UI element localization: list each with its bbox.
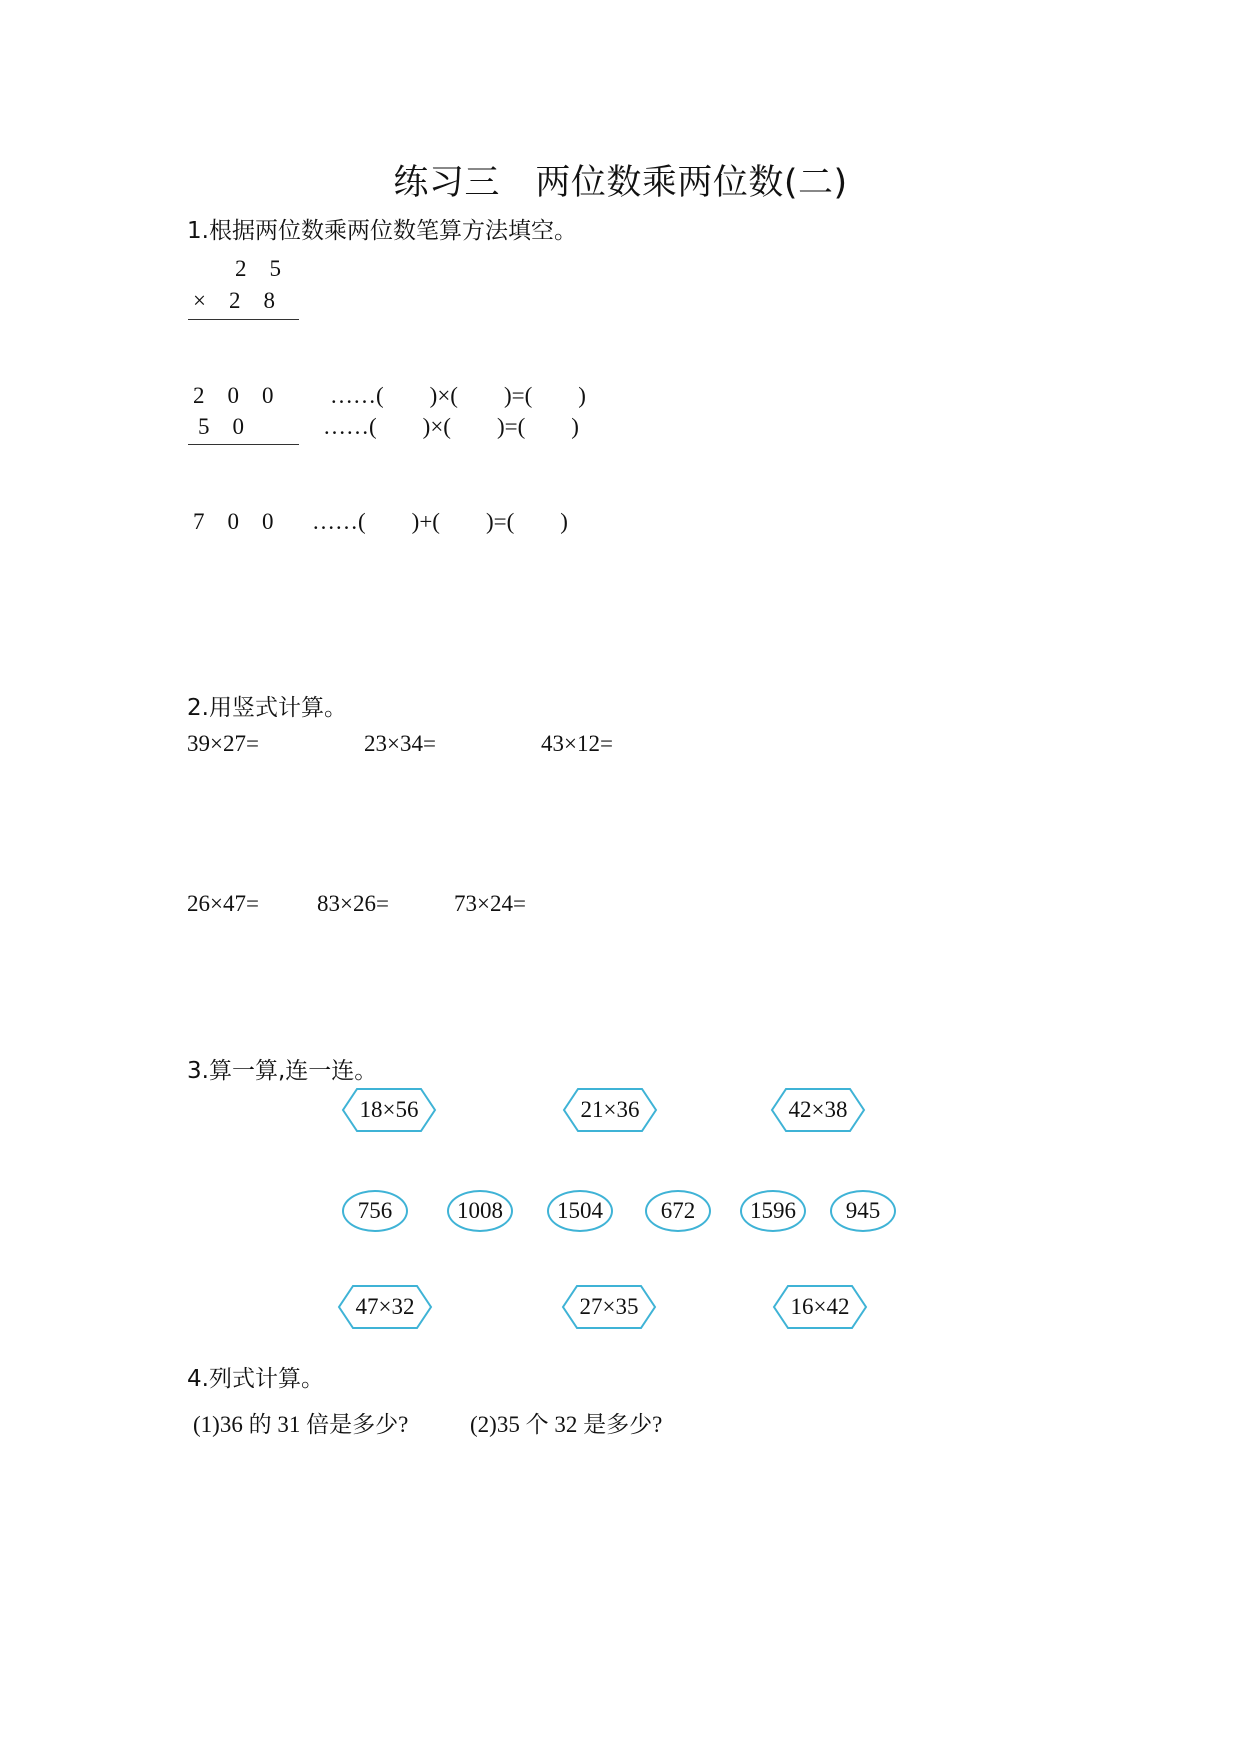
product-sum: 7 0 0 <box>193 509 274 534</box>
expression-text: 47×32 <box>355 1294 415 1319</box>
word-problem: (2)35 个 32 是多少? <box>470 1412 663 1437</box>
question-3-label: 3.算一算,连一连。 <box>187 1058 378 1084</box>
answer-oval <box>645 1190 711 1232</box>
calc-item: 83×26= <box>317 891 389 916</box>
expression-text: 21×36 <box>580 1097 640 1122</box>
answer-text: 1008 <box>457 1198 503 1223</box>
answer-text: 1596 <box>750 1198 796 1223</box>
answer-oval <box>547 1190 613 1232</box>
expression-hexagon <box>337 1284 433 1330</box>
answer-text: 1504 <box>557 1198 603 1223</box>
multiplier: × 2 8 <box>193 288 275 313</box>
calc-rule-2 <box>188 444 299 445</box>
answer-text: 672 <box>660 1198 696 1223</box>
question-1-label: 1.根据两位数乘两位数笔算方法填空。 <box>187 218 577 244</box>
expression-hexagon <box>772 1284 868 1330</box>
page-title: 练习三 两位数乘两位数(二) <box>393 163 848 203</box>
partial-product-2: 5 0 <box>198 414 244 439</box>
answer-oval <box>830 1190 896 1232</box>
calc-item: 23×34= <box>364 731 436 756</box>
calc-item: 43×12= <box>541 731 613 756</box>
partial-product-1: 2 0 0 <box>193 383 274 408</box>
calc-rule-1 <box>188 319 299 320</box>
expression-hexagon <box>562 1087 658 1133</box>
partial-product-2-blanks: ……( )×( )=( ) <box>323 414 579 439</box>
expression-text: 16×42 <box>790 1294 850 1319</box>
product-sum-blanks: ……( )+( )=( ) <box>312 509 568 534</box>
multiplicand: 2 5 <box>235 256 281 281</box>
expression-text: 27×35 <box>579 1294 639 1319</box>
answer-oval <box>447 1190 513 1232</box>
answer-text: 945 <box>845 1198 881 1223</box>
answer-oval <box>740 1190 806 1232</box>
expression-hexagon <box>341 1087 437 1133</box>
question-2-label: 2.用竖式计算。 <box>187 695 347 721</box>
question-4-label: 4.列式计算。 <box>187 1366 324 1392</box>
answer-oval <box>342 1190 408 1232</box>
word-problem: (1)36 的 31 倍是多少? <box>193 1412 409 1437</box>
partial-product-1-blanks: ……( )×( )=( ) <box>330 383 586 408</box>
calc-item: 26×47= <box>187 891 259 916</box>
calc-item: 39×27= <box>187 731 259 756</box>
expression-hexagon <box>770 1087 866 1133</box>
expression-hexagon <box>561 1284 657 1330</box>
calc-item: 73×24= <box>454 891 526 916</box>
expression-text: 18×56 <box>359 1097 419 1122</box>
expression-text: 42×38 <box>788 1097 848 1122</box>
answer-text: 756 <box>357 1198 393 1223</box>
